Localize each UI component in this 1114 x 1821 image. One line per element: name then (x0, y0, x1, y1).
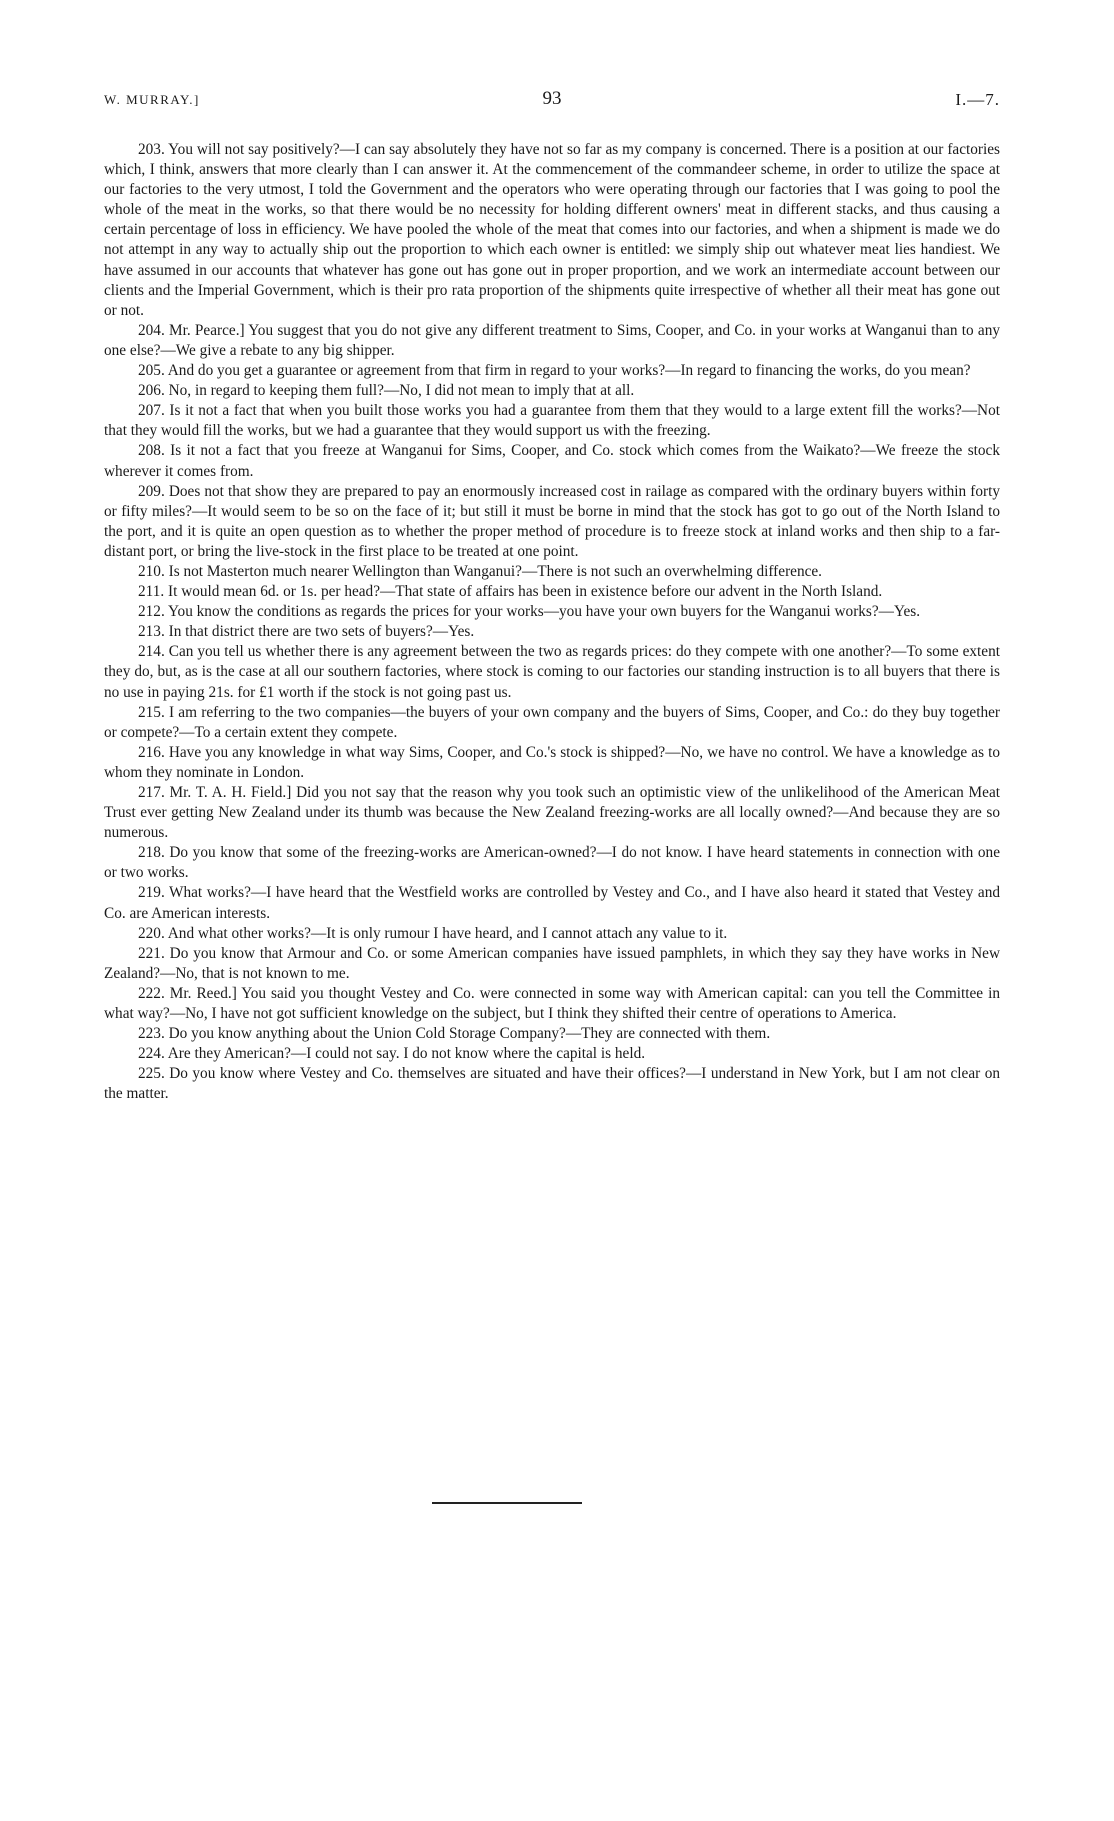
page-header (104, 88, 1000, 114)
question-217: 217. Mr. T. A. H. Field.] Did you not say that the reason why you took such an optimistic view of the unlikelihood of the American Meat Trust ever getting New Zealand under its thumb was because the New Zealand freezing-works are all locally owned?—And because they are so numerous. (104, 784, 1000, 842)
question-215: 215. I am referring to the two companies—the buyers of your own company and the buyers of Sims, Cooper, and Co.: do they buy together or compete?—To a certain extent they compete. (104, 703, 1000, 741)
question-210: 210. Is not Masterton much nearer Wellington than Wanganui?—There is not such an overwhelming difference. (138, 562, 823, 580)
testimony-body (104, 140, 1000, 1105)
question-214: 214. Can you tell us whether there is any agreement between the two as regards prices: do they compete with one another?—To some extent they do, but, as is the case at all our southern factories, where stock is coming to our factories our standing instruction is to all buyers that there is no use in paying 21s. for £1 worth if the stock is not going past us. (104, 643, 1000, 701)
question-224: 224. Are they American?—I could not say. I do not know where the capital is held. (138, 1045, 646, 1063)
question-205: 205. And do you get a guarantee or agreement from that firm in regard to your works?—In regard to financing the works, do you mean? (138, 362, 971, 380)
question-222: 222. Mr. Reed.] You said you thought Vestey and Co. were connected in some way with American capital: can you tell the Committee in what way?—No, I have not got sufficient knowledge on the subject, but I think they shifted their centre of operations to America. (104, 984, 1000, 1023)
question-212: 212. You know the conditions as regards the prices for your works—you have your own buyers for the Wanganui works?—Yes. (138, 603, 921, 621)
document-reference: I.—7. (955, 90, 1000, 109)
question-211: 211. It would mean 6d. or 1s. per head?—That state of affairs has been in existence before our advent in the North Island. (138, 583, 883, 601)
question-204: 204. Mr. Pearce.] You suggest that you do not give any different treatment to Sims, Cooper, and Co. in your works at Wanganui than to any one else?—We give a rebate to any big shipper. (104, 321, 1000, 359)
page-number: 93 (542, 88, 562, 109)
witness-name: W. MURRAY.] (104, 92, 200, 107)
question-223: 223. Do you know anything about the Union Cold Storage Company?—They are connected with them. (138, 1025, 771, 1043)
section-end-rule (432, 1502, 582, 1504)
question-208: 208. Is it not a fact that you freeze at Wanganui for Sims, Cooper, and Co. stock which comes from the Waikato?—We freeze the stock wherever it comes from. (104, 442, 1000, 480)
question-220: 220. And what other works?—It is only rumour I have heard, and I cannot attach any value to it. (138, 924, 728, 942)
question-219: 219. What works?—I have heard that the Westfield works are controlled by Vestey and Co., and I have also heard it stated that Vestey and Co. are American interests. (104, 884, 1000, 922)
question-207: 207. Is it not a fact that when you built those works you had a guarantee from them that they would to a large extent fill the works?—Not that they would fill the works, but we had a guarantee that they would support us with the freezing. (104, 402, 1000, 440)
question-225: 225. Do you know where Vestey and Co. themselves are situated and have their offices?—I understand in New York, but I am not clear on the matter. (104, 1065, 1000, 1103)
question-209: 209. Does not that show they are prepared to pay an enormously increased cost in railage as compared with the ordinary buyers within forty or fifty miles?—It would seem to be so on the face of it; but still it must be borne in mind that the stock has got to go out of the North Island to the port, and it is quite an open question as to whether the proper method of procedure is to freeze stock at inland works and then ship to a far-distant port, or bring the live-stock in the first place to be treated at one point. (104, 482, 1000, 560)
question-203: 203. You will not say positively?—I can say absolutely they have not so far as my company is concerned. There is a position at our factories which, I think, answers that more clearly than I can answer it. At the commencement of the commandeer scheme, in order to utilize the space at our factories to the very utmost, I told the Government and the operators who were operating through our factories that I was going to pool the whole of the meat in the works, so that there would be no necessity for holding different owners' meat in different stacks, and thus causing a certain percentage of loss in efficiency. We have pooled the whole of the meat that comes into our factories, and when a shipment is made we do not attempt in any way to actually ship out the proportion to which each owner is entitled: we simply ship out whatever meat lies handiest. We have assumed in our accounts that whatever has gone out has gone out in proper proportion, and we work an intermediate account between our clients and the Imperial Government, which is their pro rata proportion of the shipments quite irrespective of whether all their meat has gone out or not. (104, 141, 1000, 319)
question-213: 213. In that district there are two sets of buyers?—Yes. (138, 623, 475, 641)
question-206: 206. No, in regard to keeping them full?—No, I did not mean to imply that at all. (138, 382, 635, 400)
question-218: 218. Do you know that some of the freezing-works are American-owned?—I do not know. I have heard statements in connection with one or two works. (104, 844, 1000, 882)
question-221: 221. Do you know that Armour and Co. or some American companies have issued pamphlets, in which they say they have works in New Zealand?—No, that is not known to me. (104, 944, 1000, 982)
question-216: 216. Have you any knowledge in what way Sims, Cooper, and Co.'s stock is shipped?—No, we have no control. We have a knowledge as to whom they nominate in London. (104, 743, 1000, 781)
